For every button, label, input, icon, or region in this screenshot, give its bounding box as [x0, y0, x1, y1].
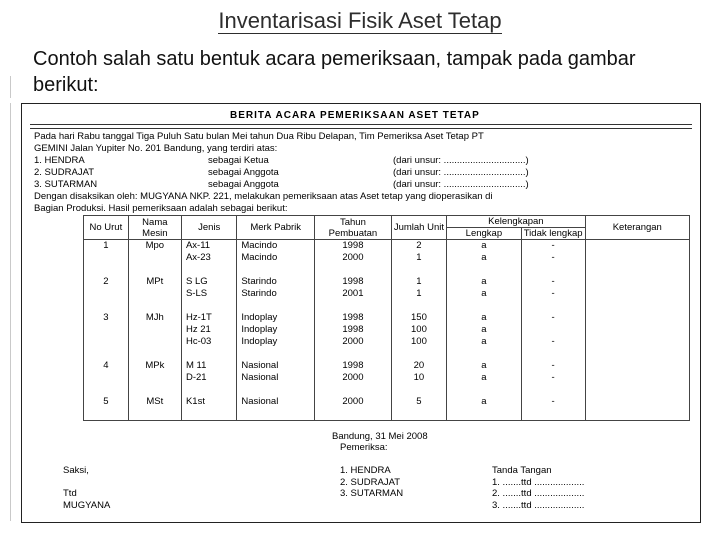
cell-tidak-lengkap: -: [521, 288, 585, 300]
cell-no-urut: [84, 288, 129, 300]
cell-jumlah-unit: [391, 264, 446, 276]
witness-label: Saksi,: [63, 465, 89, 476]
signature-line: 1. .......ttd ...................: [492, 476, 585, 488]
cell-nama-mesin: MSt: [128, 396, 181, 408]
cell-merk-pabrik: Indoplay: [237, 324, 315, 336]
cell-tidak-lengkap: [521, 264, 585, 276]
cell-lengkap: a: [447, 372, 522, 384]
header-tidak-lengkap: Tidak lengkap: [521, 228, 585, 240]
cell-keterangan: [585, 384, 689, 396]
cell-no-urut: [84, 372, 129, 384]
cell-no-urut: [84, 348, 129, 360]
cell-jumlah-unit: 5: [391, 396, 446, 408]
cell-keterangan: [585, 252, 689, 264]
cell-tidak-lengkap: [521, 300, 585, 312]
cell-no-urut: 5: [84, 396, 129, 408]
cell-jenis: D-21: [181, 372, 236, 384]
cell-tahun-pembuatan: 2000: [315, 252, 392, 264]
cell-tidak-lengkap: -: [521, 252, 585, 264]
cell-jenis: [181, 384, 236, 396]
cell-lengkap: a: [447, 252, 522, 264]
cell-tidak-lengkap: -: [521, 276, 585, 288]
cell-tahun-pembuatan: 1998: [315, 312, 392, 324]
cell-jenis: Hc-03: [181, 336, 236, 348]
inspector-name: 3. SUTARMAN: [340, 488, 404, 499]
table-row: [84, 312, 690, 324]
cell-nama-mesin: [128, 324, 181, 336]
cell-nama-mesin: [128, 336, 181, 348]
cell-jumlah-unit: 2: [391, 240, 446, 253]
cell-tidak-lengkap: [521, 348, 585, 360]
signature-space: [63, 477, 110, 489]
cell-lengkap: a: [447, 396, 522, 408]
inspector-label: Pemeriksa:: [340, 442, 388, 453]
cell-nama-mesin: [128, 408, 181, 421]
signature-line: 2. .......ttd ...................: [492, 488, 585, 499]
cell-merk-pabrik: Macindo: [237, 240, 315, 253]
cell-jenis: Ax-11: [181, 240, 236, 253]
inspector-block: [340, 442, 403, 500]
cell-keterangan: [585, 372, 689, 384]
cell-tidak-lengkap: -: [521, 360, 585, 372]
cell-jenis: [181, 300, 236, 312]
table-row: [84, 324, 690, 336]
member-unit: (dari unsur: ...............................): [393, 167, 529, 178]
cell-nama-mesin: [128, 288, 181, 300]
cell-lengkap: [447, 408, 522, 421]
title-rule-double: [30, 128, 692, 129]
header-tahun-pembuatan: Tahun Pembuatan: [315, 216, 392, 240]
member-name: 1. HENDRA: [34, 155, 85, 166]
witness-line: Dengan disaksikan oleh: MUGYANA NKP. 221, melakukan pemeriksaan atas Aset tetap yang dioperasikan di: [34, 191, 493, 202]
witness-block: [63, 465, 110, 511]
cell-jumlah-unit: 1: [391, 288, 446, 300]
slide-title: Inventarisasi Fisik Aset Tetap: [218, 8, 502, 33]
header-lengkap: Lengkap: [447, 228, 522, 240]
cell-merk-pabrik: [237, 300, 315, 312]
cell-lengkap: a: [447, 240, 522, 253]
header-no-urut: No Urut: [84, 216, 129, 240]
cell-keterangan: [585, 360, 689, 372]
cell-tahun-pembuatan: 1998: [315, 240, 392, 253]
cell-lengkap: [447, 264, 522, 276]
cell-merk-pabrik: [237, 264, 315, 276]
cell-tidak-lengkap: -: [521, 336, 585, 348]
cell-merk-pabrik: [237, 408, 315, 421]
table-row: [84, 384, 690, 396]
cell-jenis: Ax-23: [181, 252, 236, 264]
cell-jenis: S LG: [181, 276, 236, 288]
cell-merk-pabrik: [237, 348, 315, 360]
cell-keterangan: [585, 336, 689, 348]
cell-merk-pabrik: Nasional: [237, 360, 315, 372]
table-row: [84, 300, 690, 312]
cell-tahun-pembuatan: [315, 408, 392, 421]
cell-tahun-pembuatan: 2000: [315, 396, 392, 408]
cell-tahun-pembuatan: [315, 300, 392, 312]
witness-line: Bagian Produksi. Hasil pemeriksaan adalah sebagai berikut:: [34, 202, 288, 214]
cell-no-urut: [84, 408, 129, 421]
cell-tidak-lengkap: -: [521, 240, 585, 253]
cell-keterangan: [585, 312, 689, 324]
cell-keterangan: [585, 300, 689, 312]
cell-no-urut: [84, 300, 129, 312]
cell-nama-mesin: [128, 300, 181, 312]
opening-line: Pada hari Rabu tanggal Tiga Puluh Satu bulan Mei tahun Dua Ribu Delapan, Tim Pemeriksa Aset Tetap PT: [34, 131, 484, 142]
cell-jenis: Hz 21: [181, 324, 236, 336]
cell-jenis: [181, 408, 236, 421]
cell-tahun-pembuatan: 1998: [315, 276, 392, 288]
member-role: sebagai Anggota: [208, 179, 279, 190]
member-name: 2. SUDRAJAT: [34, 167, 95, 178]
cell-tidak-lengkap: [521, 408, 585, 421]
inspection-document: [21, 103, 701, 523]
cell-no-urut: 1: [84, 240, 129, 253]
cell-no-urut: [84, 324, 129, 336]
cell-nama-mesin: MPk: [128, 360, 181, 372]
cell-jumlah-unit: 1: [391, 252, 446, 264]
signature-space: [340, 454, 403, 466]
cell-jumlah-unit: 100: [391, 324, 446, 336]
cell-tahun-pembuatan: 2000: [315, 336, 392, 348]
cell-no-urut: 3: [84, 312, 129, 324]
cell-no-urut: [84, 336, 129, 348]
cell-jenis: Hz-1T: [181, 312, 236, 324]
cell-jumlah-unit: 10: [391, 372, 446, 384]
cell-lengkap: a: [447, 324, 522, 336]
header-nama-mesin: Nama Mesin: [128, 216, 181, 240]
table-row: [84, 360, 690, 372]
cell-no-urut: [84, 264, 129, 276]
table-row: [84, 372, 690, 384]
cell-merk-pabrik: Macindo: [237, 252, 315, 264]
cell-jenis: M 11: [181, 360, 236, 372]
member-role: sebagai Ketua: [208, 155, 269, 166]
cell-nama-mesin: Mpo: [128, 240, 181, 253]
cell-tahun-pembuatan: 1998: [315, 360, 392, 372]
cell-tidak-lengkap: [521, 324, 585, 336]
table-row: [84, 348, 690, 360]
inspector-name: 1. HENDRA: [340, 465, 391, 476]
inspection-table: [83, 215, 690, 421]
cell-keterangan: [585, 240, 689, 253]
cell-nama-mesin: MJh: [128, 312, 181, 324]
cell-nama-mesin: [128, 384, 181, 396]
cell-nama-mesin: [128, 372, 181, 384]
slide-rule-lower: [10, 103, 11, 521]
opening-line: GEMINI Jalan Yupiter No. 201 Bandung, yang terdiri atas:: [34, 142, 278, 154]
table-row: [84, 276, 690, 288]
cell-lengkap: [447, 300, 522, 312]
cell-nama-mesin: MPt: [128, 276, 181, 288]
cell-tahun-pembuatan: 2000: [315, 372, 392, 384]
cell-keterangan: [585, 276, 689, 288]
cell-jumlah-unit: 20: [391, 360, 446, 372]
cell-nama-mesin: [128, 264, 181, 276]
title-rule: [30, 124, 692, 125]
cell-keterangan: [585, 396, 689, 408]
cell-merk-pabrik: Indoplay: [237, 336, 315, 348]
cell-no-urut: [84, 252, 129, 264]
cell-lengkap: [447, 384, 522, 396]
cell-jumlah-unit: [391, 384, 446, 396]
cell-tahun-pembuatan: [315, 384, 392, 396]
cell-tidak-lengkap: -: [521, 312, 585, 324]
cell-nama-mesin: [128, 348, 181, 360]
witness-ttd: Ttd: [63, 488, 77, 499]
signature-block: [492, 465, 584, 511]
cell-keterangan: [585, 408, 689, 421]
cell-keterangan: [585, 324, 689, 336]
cell-merk-pabrik: Indoplay: [237, 312, 315, 324]
header-merk-pabrik: Merk Pabrik: [237, 216, 315, 240]
cell-jumlah-unit: [391, 300, 446, 312]
member-role: sebagai Anggota: [208, 167, 279, 178]
cell-lengkap: a: [447, 288, 522, 300]
inspector-name: 2. SUDRAJAT: [340, 476, 401, 488]
member-unit: (dari unsur: ...............................): [393, 179, 529, 190]
table-row: [84, 252, 690, 264]
slide-rule-upper: [10, 76, 11, 98]
cell-jumlah-unit: 150: [391, 312, 446, 324]
header-kelengkapan: Kelengkapan: [447, 216, 585, 228]
cell-lengkap: a: [447, 312, 522, 324]
cell-jumlah-unit: 100: [391, 336, 446, 348]
table-row: [84, 336, 690, 348]
cell-lengkap: [447, 348, 522, 360]
slide-intro: Contoh salah satu bentuk acara pemeriksaan, tampak pada gambar berikut:: [33, 48, 636, 96]
cell-lengkap: a: [447, 336, 522, 348]
table-row: [84, 408, 690, 421]
opening-paragraph: [34, 131, 484, 154]
cell-tidak-lengkap: [521, 384, 585, 396]
cell-no-urut: [84, 384, 129, 396]
cell-tahun-pembuatan: [315, 348, 392, 360]
cell-no-urut: 4: [84, 360, 129, 372]
cell-tahun-pembuatan: 1998: [315, 324, 392, 336]
cell-jenis: [181, 348, 236, 360]
cell-jenis: K1st: [181, 396, 236, 408]
cell-jenis: S-LS: [181, 288, 236, 300]
cell-keterangan: [585, 288, 689, 300]
place-date: Bandung, 31 Mei 2008: [332, 431, 428, 442]
table-body: [84, 240, 690, 421]
signature-label: Tanda Tangan: [492, 465, 552, 476]
cell-no-urut: 2: [84, 276, 129, 288]
table-row: [84, 396, 690, 408]
header-jumlah-unit: Jumlah Unit: [391, 216, 446, 240]
cell-jumlah-unit: [391, 408, 446, 421]
witness-name: MUGYANA: [63, 499, 111, 511]
cell-jumlah-unit: 1: [391, 276, 446, 288]
cell-tahun-pembuatan: [315, 264, 392, 276]
cell-tidak-lengkap: -: [521, 372, 585, 384]
cell-merk-pabrik: [237, 384, 315, 396]
cell-merk-pabrik: Starindo: [237, 276, 315, 288]
member-name: 3. SUTARMAN: [34, 179, 98, 190]
cell-merk-pabrik: Nasional: [237, 396, 315, 408]
cell-tahun-pembuatan: 2001: [315, 288, 392, 300]
witness-paragraph: [34, 191, 493, 214]
table-row: [84, 240, 690, 253]
cell-tidak-lengkap: -: [521, 396, 585, 408]
cell-merk-pabrik: Nasional: [237, 372, 315, 384]
cell-lengkap: a: [447, 360, 522, 372]
header-jenis: Jenis: [181, 216, 236, 240]
cell-merk-pabrik: Starindo: [237, 288, 315, 300]
cell-nama-mesin: [128, 252, 181, 264]
member-unit: (dari unsur: ...............................): [393, 155, 529, 166]
cell-keterangan: [585, 264, 689, 276]
cell-lengkap: a: [447, 276, 522, 288]
table-row: [84, 264, 690, 276]
cell-keterangan: [585, 348, 689, 360]
table-row: [84, 288, 690, 300]
document-title: BERITA ACARA PEMERIKSAAN ASET TETAP: [230, 110, 480, 121]
cell-jenis: [181, 264, 236, 276]
header-keterangan: Keterangan: [585, 216, 689, 240]
cell-jumlah-unit: [391, 348, 446, 360]
signature-line: 3. .......ttd ...................: [492, 499, 585, 511]
